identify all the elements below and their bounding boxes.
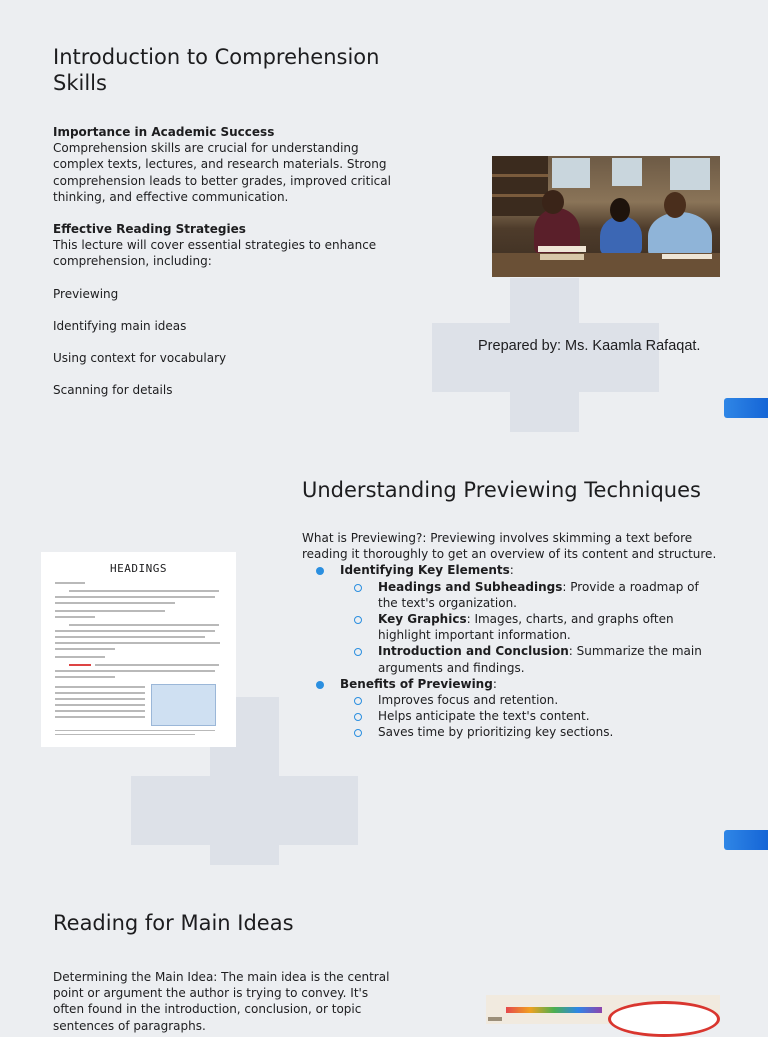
strategy-item: Identifying main ideas [53,318,187,333]
strategy-item: Previewing [53,286,119,301]
slide-body [53,124,393,398]
strategy-item: Using context for vocabulary [53,351,227,366]
slide-1 [0,0,768,432]
slide-title: Reading for Main Ideas [53,911,294,935]
slide-body [302,530,722,741]
blue-tab-marker [724,830,768,850]
sub-bullet: Improves focus and retention. [340,692,722,708]
sub-bullet: Helps anticipate the text's content. [340,708,722,724]
sub-bullet: Introduction and Conclusion: Summarize the main arguments and findings. [340,643,722,675]
sub-bullet: Headings and Subheadings: Provide a roadmap of the text's organization. [340,579,722,611]
summarize-paraphrase-notebook-photo [486,995,720,1024]
decor-cross-horizontal [131,776,358,845]
prepared-by: Prepared by: Ms. Kaamla Rafaqat. [478,338,701,354]
slide-2 [0,432,768,864]
blue-tab-marker [724,398,768,418]
slide-title: Understanding Previewing Techniques [302,478,701,502]
section-heading: Effective Reading Strategies [53,222,246,237]
sub-bullet: Saves time by prioritizing key sections. [340,724,722,740]
section-heading: Importance in Academic Success [53,125,275,139]
slide-title: Introduction to Comprehension Skills [53,45,380,95]
slide-3 [0,864,768,1033]
main-idea-text: Determining the Main Idea: The main idea is the central point or argument the author is trying to convey. It's often found in the introduction, conclusion, or topic sentences of paragraphs. [53,970,390,1033]
section-text: Comprehension skills are crucial for understanding complex texts, lectures, and research materials. Strong comprehension leads to better grades, improved critical thinking, and effective communication. [53,141,391,204]
handout-title: HEADINGS [110,562,167,575]
section-text: This lecture will cover essential strategies to enhance comprehension, including: [53,238,377,269]
sub-bullet: Key Graphics: Images, charts, and graphs often highlight important information. [340,611,722,643]
decor-cross-horizontal [432,323,659,392]
strategy-item: Scanning for details [53,383,173,398]
bullet-key-elements: Identifying Key Elements: Headings and Subheadings: Provide a roadmap of the text's organization. Key Graphics: Images, charts, and graphs often highlight important information. Introduction and Conclusion: Summarize the main arguments and findings. [302,562,722,675]
library-students-photo [492,156,720,277]
slide-body [53,969,393,1034]
bullet-benefits: Benefits of Previewing: Improves focus and retention. Helps anticipate the text's content. Saves time by prioritizing key sections. [302,676,722,741]
intro-text: What is Previewing?: Previewing involves skimming a text before reading it thoroughly to get an overview of its content and structure. [302,531,717,562]
headings-handout-image [41,552,236,747]
